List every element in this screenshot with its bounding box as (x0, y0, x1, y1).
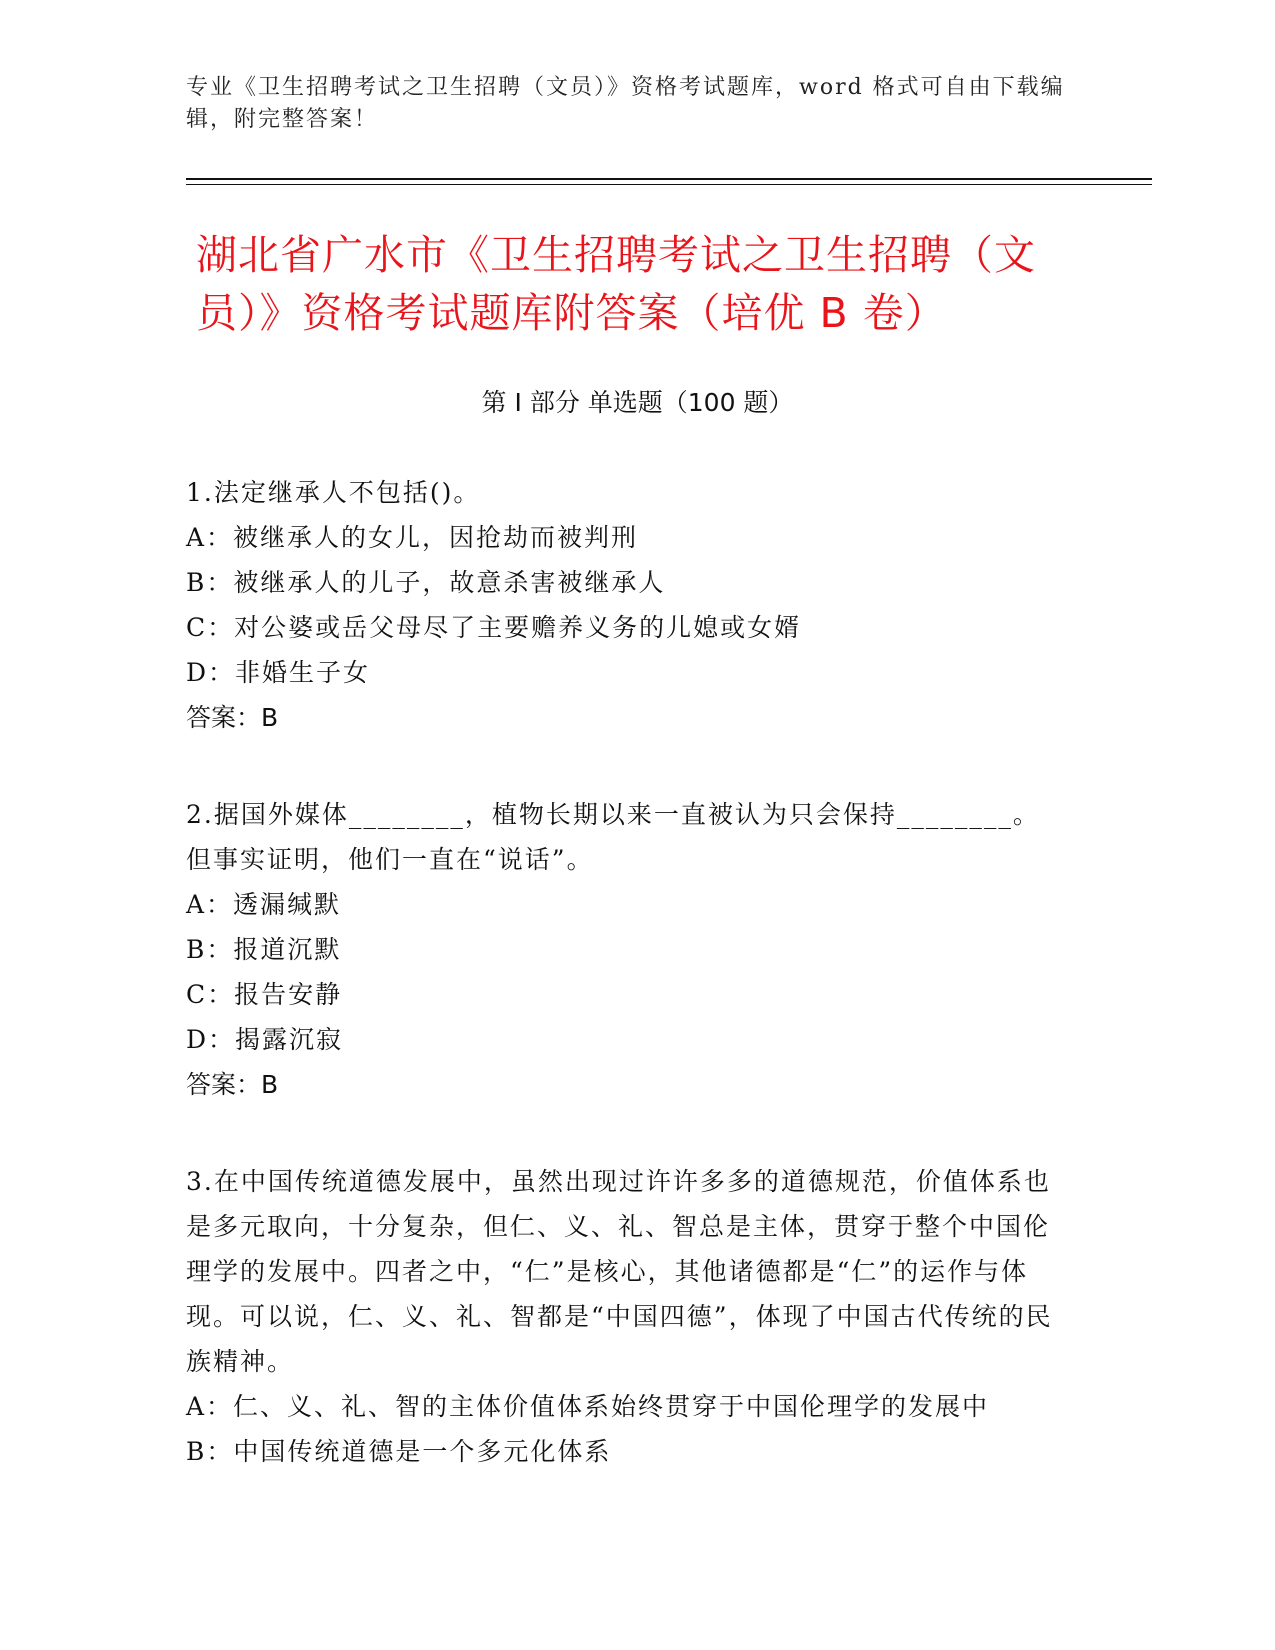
answer-line: 答案：B (186, 1070, 279, 1099)
answer-line: 答案：B (186, 703, 279, 732)
document-title: 湖北省广水市《卫生招聘考试之卫生招聘（文员）》资格考试题库附答案（培优 B 卷） (196, 231, 1036, 337)
question-2 (186, 792, 1056, 1107)
header-divider-thin (186, 184, 1152, 185)
question-stem: 3.在中国传统道德发展中，虽然出现过许许多多的道德规范，价值体系也是多元取向，十分复杂，但仁、义、礼、智总是主体，贯穿于整个中国伦理学的发展中。四者之中，“仁”是核心，其他诸德都是“仁”的运作与体现。可以说，仁、义、礼、智都是“中国四德”，体现了中国古代传统的民族精神。 (186, 1167, 1053, 1376)
option-b: B：被继承人的儿子，故意杀害被继承人 (186, 568, 666, 597)
option-d: D：揭露沉寂 (186, 1025, 344, 1054)
question-1 (186, 470, 1056, 740)
section-title: 第 I 部分 单选题（100 题） (481, 388, 794, 417)
option-a: A：被继承人的女儿，因抢劫而被判刑 (186, 523, 639, 552)
option-c: C：对公婆或岳父母尽了主要赡养义务的儿媳或女婿 (186, 613, 802, 642)
option-a: A：仁、义、礼、智的主体价值体系始终贯穿于中国伦理学的发展中 (186, 1392, 990, 1421)
option-a: A：透漏缄默 (186, 890, 342, 919)
option-b: B：报道沉默 (186, 935, 342, 964)
option-c: C：报告安静 (186, 980, 343, 1009)
question-stem: 2.据国外媒体________，植物长期以来一直被认为只会保持________。但事实证明，他们一直在“说话”。 (186, 800, 1040, 874)
question-stem: 1.法定继承人不包括()。 (186, 478, 481, 507)
header-divider-thick (186, 178, 1152, 180)
question-list (186, 470, 1056, 1526)
option-d: D：非婚生子女 (186, 658, 371, 687)
header-note: 专业《卫生招聘考试之卫生招聘（文员）》资格考试题库，word 格式可自由下载编辑，附完整答案！ (186, 75, 1065, 132)
option-b: B：中国传统道德是一个多元化体系 (186, 1437, 612, 1466)
question-3 (186, 1159, 1056, 1474)
